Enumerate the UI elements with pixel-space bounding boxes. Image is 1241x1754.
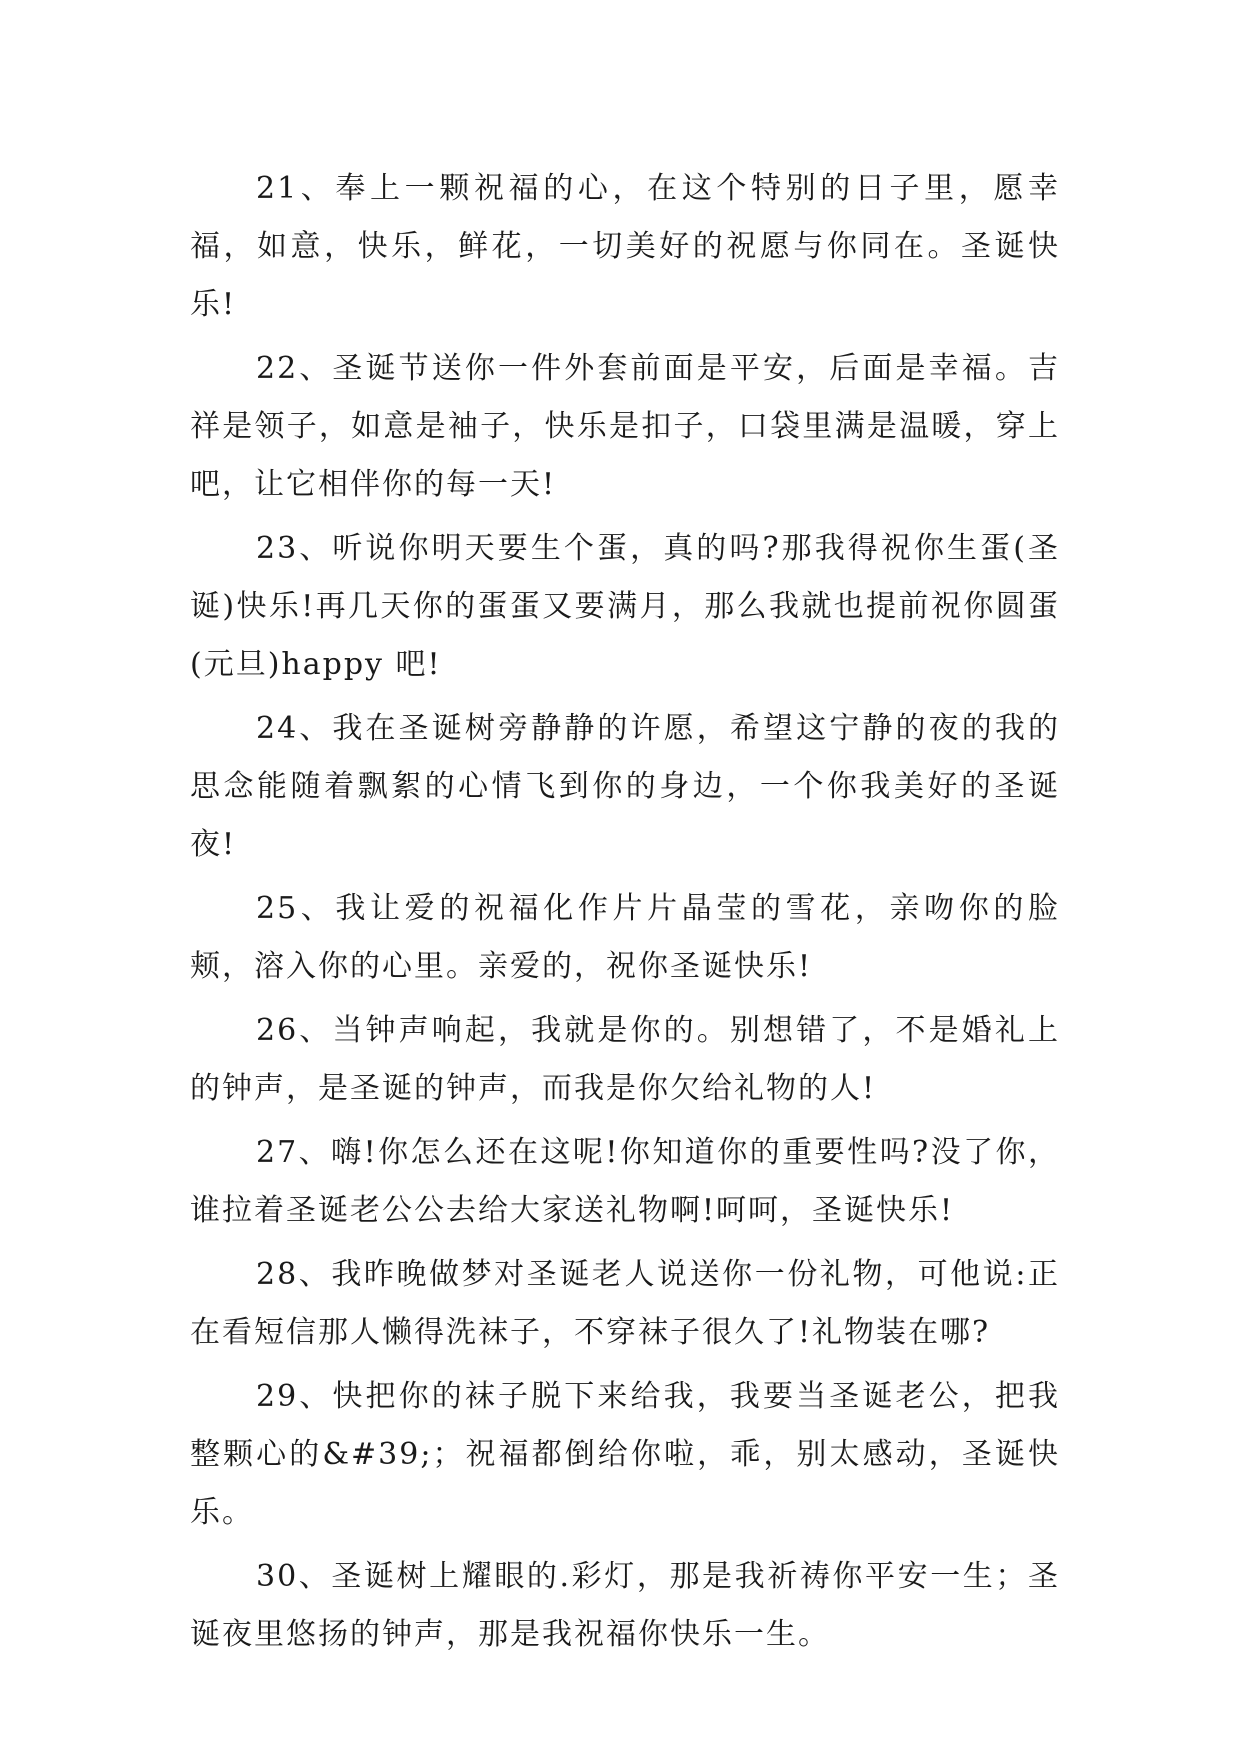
paragraph-25: 25、我让爱的祝福化作片片晶莹的雪花，亲吻你的脸颊，溶入你的心里。亲爱的，祝你圣诞快乐! [190, 891, 1060, 984]
paragraph-24: 24、我在圣诞树旁静静的许愿，希望这宁静的夜的我的思念能随着飘絮的心情飞到你的身边，一个你我美好的圣诞夜! [190, 711, 1060, 862]
paragraph-27: 27、嗨!你怎么还在这呢!你知道你的重要性吗?没了你，谁拉着圣诞老公公去给大家送礼物啊!呵呵，圣诞快乐! [190, 1135, 1060, 1228]
paragraph-29: 29、快把你的袜子脱下来给我，我要当圣诞老公，把我整颗心的&#39;；祝福都倒给你啦，乖，别太感动，圣诞快乐。 [190, 1379, 1060, 1530]
paragraph-21: 21、奉上一颗祝福的心，在这个特别的日子里，愿幸福，如意，快乐，鲜花，一切美好的祝愿与你同在。圣诞快乐! [190, 171, 1060, 322]
paragraph-23: 23、听说你明天要生个蛋，真的吗?那我得祝你生蛋(圣诞)快乐!再几天你的蛋蛋又要满月，那么我就也提前祝你圆蛋(元旦)happy 吧! [190, 531, 1060, 682]
paragraph-26: 26、当钟声响起，我就是你的。别想错了，不是婚礼上的钟声，是圣诞的钟声，而我是你欠给礼物的人! [190, 1013, 1060, 1106]
paragraph-28: 28、我昨晚做梦对圣诞老人说送你一份礼物，可他说:正在看短信那人懒得洗袜子，不穿袜子很久了!礼物装在哪? [190, 1257, 1060, 1350]
document-body [190, 160, 1060, 1670]
paragraph-22: 22、圣诞节送你一件外套前面是平安，后面是幸福。吉祥是领子，如意是袖子，快乐是扣子，口袋里满是温暖，穿上吧，让它相伴你的每一天! [190, 351, 1060, 502]
paragraph-30: 30、圣诞树上耀眼的.彩灯，那是我祈祷你平安一生；圣诞夜里悠扬的钟声，那是我祝福你快乐一生。 [190, 1559, 1060, 1652]
